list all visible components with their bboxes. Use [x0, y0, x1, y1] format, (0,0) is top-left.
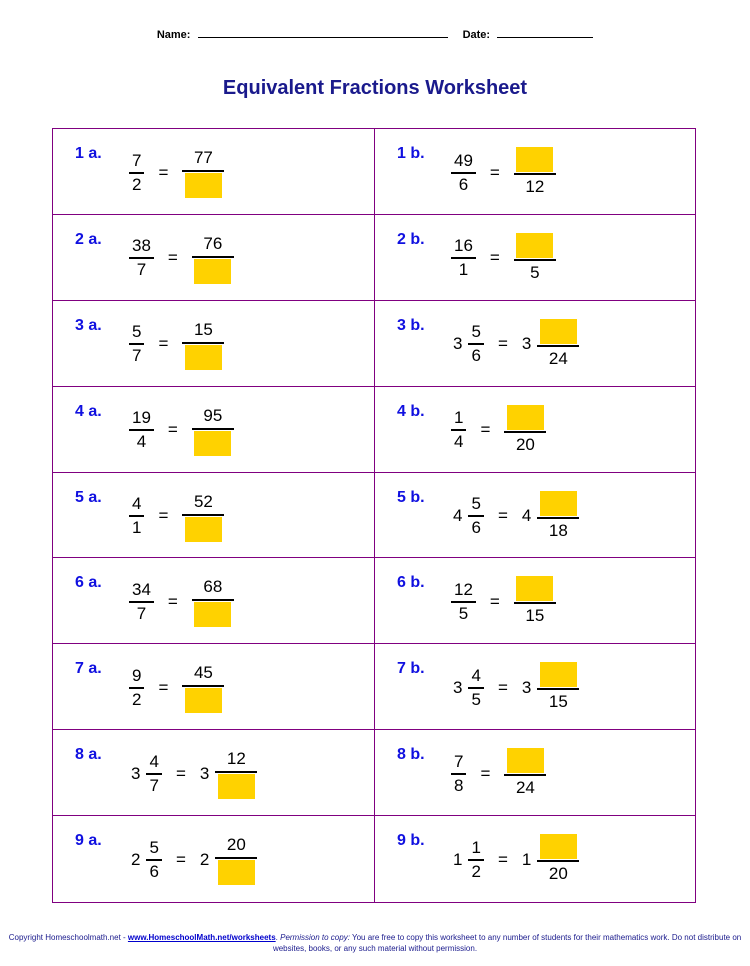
lhs-denominator: 4	[454, 432, 464, 452]
lhs-numerator: 7	[132, 150, 142, 170]
answer-blank-numerator[interactable]	[507, 405, 544, 430]
lhs-denominator: 2	[132, 689, 142, 709]
rhs-fraction	[182, 147, 224, 198]
rhs-denominator: 5	[530, 262, 540, 282]
fraction-bar	[504, 431, 546, 433]
lhs-denominator: 7	[136, 603, 147, 623]
problem-cell	[375, 387, 696, 473]
lhs-denominator: 7	[132, 346, 142, 366]
rhs-numerator: 12	[226, 749, 246, 769]
answer-blank-numerator[interactable]	[540, 662, 577, 687]
lhs-numerator: 16	[454, 236, 473, 256]
rhs-fraction	[514, 233, 556, 284]
problem-cell	[53, 215, 375, 301]
answer-blank-denominator[interactable]	[218, 860, 255, 885]
fraction-bar	[504, 774, 546, 776]
rhs-fraction	[514, 576, 556, 627]
lhs-denominator: 5	[471, 689, 481, 709]
name-field[interactable]	[198, 27, 448, 38]
lhs-fraction	[468, 665, 483, 711]
lhs-whole-number: 2	[131, 849, 141, 869]
answer-blank-denominator[interactable]	[185, 345, 222, 370]
rhs-fraction	[215, 748, 257, 799]
equals-sign: =	[158, 162, 169, 182]
lhs-numerator: 38	[132, 236, 151, 256]
problem-label: 5 a.	[75, 488, 102, 506]
fraction-bar	[182, 685, 224, 687]
copyright-text: Copyright Homeschoolmath.net -	[8, 933, 128, 942]
equation	[451, 748, 546, 799]
fraction-bar	[215, 771, 257, 773]
rhs-numerator: 77	[193, 148, 213, 167]
rhs-numerator: 52	[193, 491, 213, 511]
problem-label: 3 a.	[75, 316, 102, 334]
problem-label: 3 b.	[397, 316, 425, 334]
equation	[453, 491, 579, 542]
equals-sign: =	[167, 248, 178, 268]
lhs-fraction	[129, 235, 154, 281]
rhs-numerator: 45	[193, 663, 213, 683]
problem-cell	[375, 558, 696, 644]
separator: .	[275, 933, 281, 942]
lhs-numerator: 5	[149, 837, 159, 857]
answer-blank-numerator[interactable]	[516, 147, 553, 172]
problem-cell	[53, 558, 375, 644]
lhs-numerator: 7	[454, 751, 464, 771]
lhs-denominator: 1	[458, 260, 469, 280]
lhs-whole-number: 1	[453, 849, 463, 869]
lhs-fraction	[451, 150, 476, 196]
lhs-denominator: 6	[149, 861, 159, 881]
equation	[453, 662, 579, 713]
date-field[interactable]	[497, 27, 593, 38]
lhs-denominator: 5	[458, 603, 469, 623]
lhs-fraction	[468, 321, 483, 367]
lhs-fraction	[468, 837, 483, 883]
rhs-fraction	[182, 662, 224, 713]
problem-cell	[375, 215, 696, 301]
equals-sign: =	[480, 420, 491, 440]
answer-blank-numerator[interactable]	[507, 748, 544, 773]
date-label: Date:	[462, 29, 491, 41]
rhs-fraction	[537, 491, 579, 542]
lhs-denominator: 8	[454, 775, 464, 795]
equals-sign: =	[158, 506, 169, 526]
problem-label: 6 b.	[397, 574, 425, 592]
equation	[451, 147, 556, 198]
rhs-numerator: 15	[193, 319, 213, 339]
equals-sign: =	[175, 849, 186, 869]
rhs-whole-number: 3	[199, 763, 210, 783]
problem-cell	[53, 387, 375, 473]
fraction-bar	[182, 342, 224, 344]
equals-sign: =	[497, 506, 508, 526]
equals-sign: =	[489, 162, 500, 182]
equation	[129, 233, 234, 284]
lhs-denominator: 6	[471, 518, 481, 538]
lhs-numerator: 34	[132, 579, 151, 599]
problem-label: 2 a.	[75, 230, 102, 248]
rhs-numerator: 76	[203, 233, 223, 253]
answer-blank-denominator[interactable]	[218, 774, 255, 799]
problem-cell	[53, 816, 375, 902]
fraction-bar	[182, 514, 224, 516]
fraction-bar	[537, 860, 579, 862]
answer-blank-numerator[interactable]	[516, 233, 553, 258]
lhs-numerator: 1	[471, 837, 481, 857]
rhs-fraction	[182, 491, 224, 542]
lhs-fraction	[129, 493, 144, 539]
lhs-fraction	[146, 837, 161, 883]
rhs-whole-number: 1	[521, 849, 532, 869]
lhs-denominator: 4	[136, 432, 147, 452]
problem-label: 7 a.	[75, 660, 102, 678]
lhs-fraction	[129, 407, 154, 453]
lhs-fraction	[451, 751, 466, 797]
problem-label: 7 b.	[397, 660, 425, 678]
rhs-fraction	[514, 147, 556, 198]
answer-blank-denominator[interactable]	[185, 688, 222, 713]
lhs-numerator: 19	[132, 408, 151, 428]
answer-blank-denominator[interactable]	[194, 602, 231, 627]
answer-blank-denominator[interactable]	[185, 517, 222, 542]
answer-blank-numerator[interactable]	[540, 834, 577, 859]
problem-label: 9 b.	[397, 832, 425, 850]
fraction-bar	[192, 428, 234, 430]
rhs-fraction	[537, 834, 579, 885]
fraction-bar	[537, 345, 579, 347]
lhs-fraction	[451, 407, 466, 453]
answer-blank-denominator[interactable]	[185, 173, 222, 198]
equation	[129, 405, 234, 456]
problem-grid	[52, 128, 696, 903]
problem-label: 8 a.	[75, 746, 102, 764]
fraction-bar	[537, 517, 579, 519]
problem-label: 9 a.	[75, 832, 102, 850]
equation	[129, 662, 224, 713]
problem-cell	[375, 730, 696, 816]
problem-cell	[375, 301, 696, 387]
equation	[129, 491, 224, 542]
rhs-fraction	[504, 748, 546, 799]
fraction-bar	[215, 857, 257, 859]
rhs-fraction	[192, 405, 234, 456]
lhs-numerator: 49	[454, 150, 473, 170]
page-title: Equivalent Fractions Worksheet	[222, 77, 528, 99]
problem-label: 1 a.	[75, 145, 102, 162]
lhs-denominator: 7	[149, 775, 159, 795]
lhs-fraction	[468, 493, 483, 539]
lhs-numerator: 9	[132, 665, 142, 685]
equals-sign: =	[497, 677, 508, 697]
rhs-whole-number: 3	[521, 677, 532, 697]
fraction-bar	[182, 170, 224, 172]
fraction-bar	[514, 259, 556, 261]
rhs-denominator: 20	[515, 434, 535, 454]
problem-label: 6 a.	[75, 574, 102, 592]
equals-sign: =	[175, 763, 186, 783]
lhs-numerator: 4	[132, 494, 142, 514]
problem-cell	[53, 301, 375, 387]
lhs-denominator: 2	[132, 174, 142, 194]
answer-blank-numerator[interactable]	[516, 576, 553, 601]
problem-label: 4 a.	[75, 402, 102, 420]
problem-cell	[53, 644, 375, 730]
rhs-denominator: 18	[548, 520, 568, 540]
answer-blank-numerator[interactable]	[540, 319, 577, 344]
lhs-denominator: 1	[132, 518, 142, 538]
rhs-whole-number: 4	[521, 506, 532, 526]
rhs-denominator: 15	[525, 606, 545, 626]
lhs-fraction	[451, 579, 476, 625]
problem-cell	[375, 644, 696, 730]
equation	[451, 233, 556, 284]
lhs-numerator: 1	[454, 408, 464, 428]
equals-sign: =	[167, 591, 178, 611]
fraction-bar	[514, 173, 556, 175]
lhs-numerator: 4	[149, 751, 159, 771]
problem-cell	[375, 473, 696, 559]
equals-sign: =	[489, 248, 500, 268]
lhs-fraction	[129, 321, 144, 367]
worksheets-link[interactable]: www.HomeschoolMath.net/worksheets	[127, 933, 276, 942]
equation	[131, 748, 257, 799]
problem-label: 1 b.	[397, 145, 425, 162]
lhs-fraction	[146, 751, 161, 797]
permission-label: Permission to copy:	[280, 933, 350, 942]
fraction-bar	[192, 256, 234, 258]
equation	[451, 405, 546, 456]
rhs-fraction	[504, 405, 546, 456]
equals-sign: =	[489, 591, 500, 611]
footer	[0, 932, 750, 954]
problem-label: 2 b.	[397, 230, 425, 248]
permission-text: You are free to copy this worksheet to any number of students for their mathematics work. Do not distribute on websites, books, or any such material without permission.	[272, 933, 742, 953]
equals-sign: =	[497, 849, 508, 869]
equals-sign: =	[158, 334, 169, 354]
problem-label: 5 b.	[397, 488, 425, 506]
lhs-fraction	[129, 665, 144, 711]
lhs-fraction	[129, 579, 154, 625]
problem-label: 4 b.	[397, 402, 425, 420]
lhs-numerator: 5	[471, 494, 481, 514]
lhs-whole-number: 4	[453, 506, 463, 526]
problem-label: 8 b.	[397, 746, 425, 764]
lhs-fraction	[451, 235, 476, 281]
equation	[453, 319, 579, 370]
lhs-denominator: 6	[471, 346, 481, 366]
answer-blank-denominator[interactable]	[194, 259, 231, 284]
problem-cell	[53, 730, 375, 816]
equation	[451, 576, 556, 627]
equation	[129, 576, 234, 627]
lhs-denominator: 6	[458, 174, 469, 194]
rhs-numerator: 68	[203, 577, 223, 597]
problem-cell	[53, 473, 375, 559]
lhs-whole-number: 3	[453, 677, 463, 697]
rhs-fraction	[215, 834, 257, 885]
lhs-numerator: 5	[132, 322, 142, 342]
lhs-denominator: 7	[136, 260, 147, 280]
rhs-fraction	[537, 662, 579, 713]
problem-cell	[375, 129, 696, 215]
rhs-numerator: 95	[203, 405, 223, 425]
lhs-whole-number: 3	[131, 763, 141, 783]
answer-blank-numerator[interactable]	[540, 491, 577, 516]
problem-cell	[53, 129, 375, 215]
equals-sign: =	[158, 677, 169, 697]
lhs-whole-number: 3	[453, 334, 463, 354]
equals-sign: =	[167, 420, 178, 440]
fraction-bar	[537, 688, 579, 690]
rhs-denominator: 12	[525, 177, 545, 196]
name-date-bar	[0, 27, 750, 41]
lhs-numerator: 12	[454, 579, 473, 599]
rhs-whole-number: 3	[521, 334, 532, 354]
lhs-denominator: 2	[471, 861, 481, 881]
equation	[453, 834, 579, 885]
name-label: Name:	[156, 29, 191, 41]
answer-blank-denominator[interactable]	[194, 431, 231, 456]
lhs-numerator: 4	[471, 665, 481, 685]
rhs-whole-number: 2	[199, 849, 210, 869]
rhs-denominator: 15	[548, 692, 568, 712]
fraction-bar	[514, 602, 556, 604]
equation	[129, 319, 224, 370]
fraction-bar	[192, 599, 234, 601]
rhs-fraction	[192, 576, 234, 627]
rhs-fraction	[537, 319, 579, 370]
equals-sign: =	[497, 334, 508, 354]
rhs-denominator: 20	[548, 864, 568, 884]
problem-cell	[375, 816, 696, 902]
rhs-fraction	[192, 233, 234, 284]
rhs-denominator: 24	[548, 348, 568, 368]
rhs-denominator: 24	[515, 778, 535, 798]
rhs-fraction	[182, 319, 224, 370]
lhs-fraction	[129, 150, 144, 196]
equals-sign: =	[480, 763, 491, 783]
equation	[129, 147, 224, 198]
equation	[131, 834, 257, 885]
lhs-numerator: 5	[471, 322, 481, 342]
rhs-numerator: 20	[226, 835, 246, 855]
